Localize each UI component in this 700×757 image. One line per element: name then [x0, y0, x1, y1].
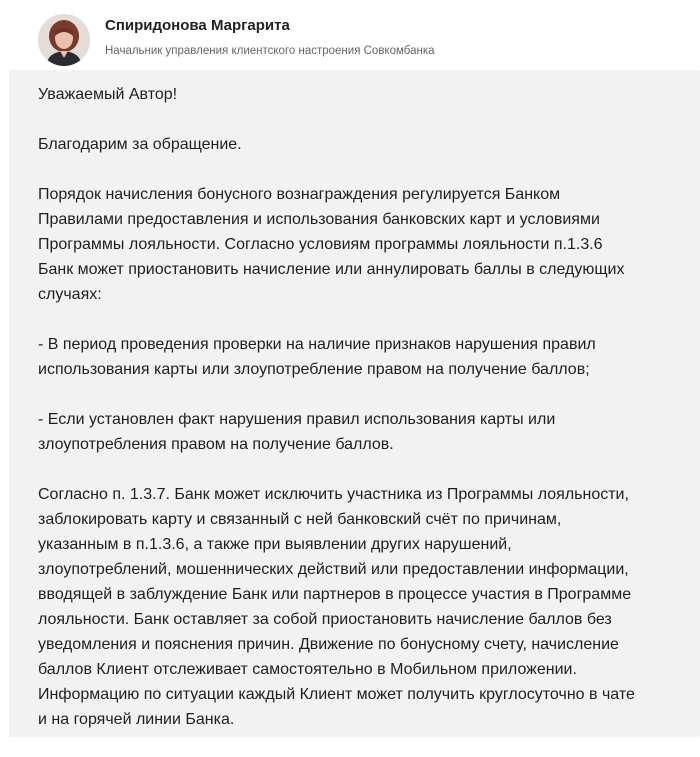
- message-paragraph: Согласно п. 1.3.7. Банк может исключить участника из Программы лояльности, заблокировать карту и связанный с ней банковский счёт по причинам, указанным в п.1.3.6, а также при выявлении других нарушений, злоупотреблений, мошеннических действий или предоставлении информации, вводящей в заблуждение Банк или партнеров в процессе участия в Программе лояльности. Банк оставляет за собой приостановить начисление баллов без уведомления и пояснения причин. Движение по бонусному счету, начисление баллов Клиент отслеживает самостоятельно в Мобильном приложении. Информацию по ситуации каждый Клиент может получить круглосуточно в чате и на горячей линии Банка.: [38, 486, 635, 728]
- author-header: [0, 0, 700, 76]
- author-name[interactable]: Спиридонова Маргарита: [105, 17, 290, 34]
- message-paragraph: Благодарим за обращение.: [38, 136, 242, 153]
- avatar[interactable]: [38, 14, 90, 66]
- message-paragraph: - Если установлен факт нарушения правил использования карты или злоупотребления правом на получение баллов.: [38, 411, 556, 453]
- author-role: Начальник управления клиентского настроения Совкомбанка: [105, 45, 435, 57]
- message-body: [38, 82, 690, 757]
- avatar-portrait: [38, 14, 90, 66]
- message-paragraph: - В период проведения проверки на наличие признаков нарушения правил использования карты или злоупотребление правом на получение баллов;: [38, 336, 596, 378]
- message-bubble: [9, 70, 700, 737]
- message-greeting: Уважаемый Автор!: [38, 86, 178, 103]
- message-paragraph: Порядок начисления бонусного вознаграждения регулируется Банком Правилами предоставления и использования банковских карт и условиями Программы лояльности. Согласно условиям программы лояльности п.1.3.6 Банк может приостановить начисление или аннулировать баллы в следующих случаях:: [38, 186, 625, 303]
